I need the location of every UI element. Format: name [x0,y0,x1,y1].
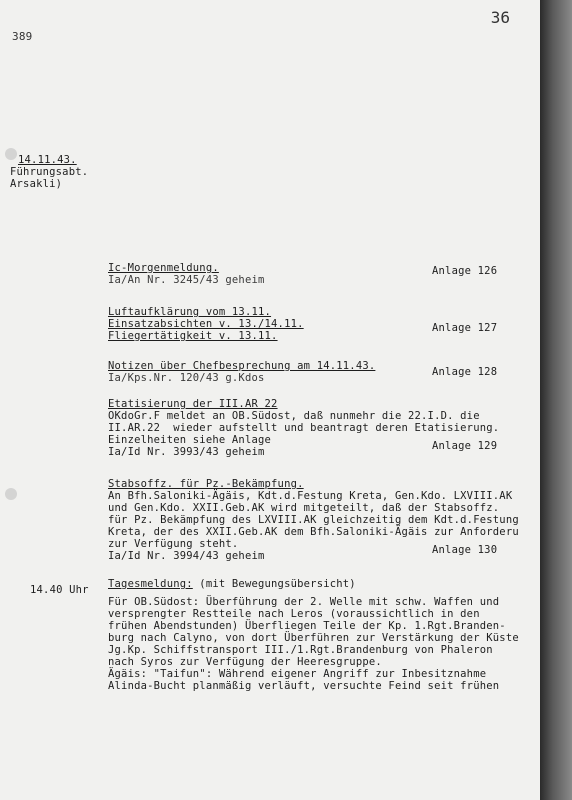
report-line: frühen Abendstunden) Überfliegen Teile der Kp. 1.Rgt.Branden- [108,620,506,632]
entry-line: II.AR.22 wieder aufstellt und beantragt deren Etatisierung. [108,422,500,434]
entry-title: Luftaufklärung vom 13.11. [108,306,272,318]
entry-line: Ia/Kps.Nr. 120/43 g.Kdos [108,372,265,384]
entry-anlage: Anlage 128 [432,366,498,378]
entry-line: Ia/Id Nr. 3993/43 geheim [108,446,265,458]
entry-line: Einzelheiten siehe Anlage [108,434,272,446]
report-line: versprengter Restteile nach Leros (voraussichtlich in den [108,608,480,620]
tagesmeldung-title: Tagesmeldung: [108,578,193,590]
punch-hole [5,148,17,160]
entry-title: Ic-Morgenmeldung. [108,262,219,274]
header-line3: Arsakli) [10,178,63,190]
entry-line: Ia/An Nr. 3245/43 geheim [108,274,265,286]
report-line: Jg.Kp. Schiffstransport III./1.Rgt.Brandenburg von Phaleron [108,644,493,656]
tagesmeldung-subtitle: (mit Bewegungsübersicht) [192,578,356,590]
entry-anlage: Anlage 127 [432,322,498,334]
header-date: 14.11.43. [18,154,77,166]
report-line: Alinda-Bucht planmäßig verläuft, versuchte Feind seit frühen [108,680,500,692]
entry-title-line: Einsatzabsichten v. 13./14.11. [108,318,304,330]
entry-line: zur Verfügung steht. [108,538,239,550]
report-line: nach Syros zur Verfügung der Heeresgruppe. [108,656,382,668]
header-line2: Führungsabt. [10,166,89,178]
entry-anlage: Anlage 130 [432,544,498,556]
entry-line: Ia/Id Nr. 3994/43 geheim [108,550,265,562]
entry-line: OKdoGr.F meldet an OB.Südost, daß nunmehr die 22.I.D. die [108,410,480,422]
entry-title: Stabsoffz. für Pz.-Bekämpfung. [108,478,304,490]
entry-title-line: Fliegertätigkeit v. 13.11. [108,330,278,342]
entry-line: für Pz. Bekämpfung des LXVIII.AK gleichzeitig dem Kdt.d.Festung [108,514,519,526]
page-edge-shadow [540,0,572,800]
punch-hole [5,488,17,500]
entry-title: Notizen über Chefbesprechung am 14.11.43. [108,360,376,372]
entry-anlage: Anlage 129 [432,440,498,452]
margin-number: 389 [12,30,33,43]
tagesmeldung-heading [108,578,356,590]
time-stamp: 14.40 Uhr [30,584,89,596]
page-number: 36 [490,8,510,27]
report-line: Für OB.Südost: Überführung der 2. Welle mit schw. Waffen und [108,596,500,608]
entry-anlage: Anlage 126 [432,265,498,277]
entry-line: Kreta, der des XXII.Geb.AK dem Bfh.Saloniki-Ägäis zur Anforderu [108,526,519,538]
report-line: Ägäis: "Taifun": Während eigener Angriff zur Inbesitznahme [108,668,487,680]
entry-line: und Gen.Kdo. XXII.Geb.AK wird mitgeteilt, daß der Stabsoffz. [108,502,500,514]
entry-line: An Bfh.Saloniki-Ägäis, Kdt.d.Festung Kreta, Gen.Kdo. LXVIII.AK [108,490,513,502]
entry-title: Etatisierung der III.AR 22 [108,398,278,410]
report-line: burg nach Calyno, von dort Überführen zur Verstärkung der Küste [108,632,519,644]
